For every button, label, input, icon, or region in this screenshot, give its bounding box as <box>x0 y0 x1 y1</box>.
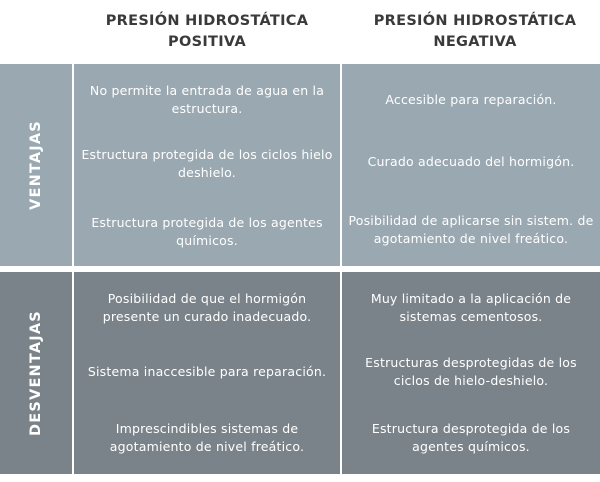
desventajas-section <box>0 272 600 474</box>
ventajas-positive-item: Estructura protegida de los ciclos hielo deshielo. <box>81 146 333 180</box>
desventajas-negative-item: Muy limitado a la aplicación de sistemas cementosos. <box>370 290 572 324</box>
header-negative-pressure <box>342 8 600 56</box>
ventajas-positive-item: No permite la entrada de agua en la estructura. <box>89 82 325 116</box>
ventajas-negative-item: Accesible para reparación. <box>385 91 557 107</box>
ventajas-label-cell <box>0 64 72 266</box>
desventajas-negative-item: Estructura desprotegida de los agentes químicos. <box>371 420 571 454</box>
ventajas-negative-item: Curado adecuado del hormigón. <box>367 153 575 169</box>
ventajas-negative-item: Posibilidad de aplicarse sin sistem. de agotamiento de nivel freático. <box>348 212 594 246</box>
header-positive-line2: POSITIVA <box>168 34 246 50</box>
desventajas-positive-item: Imprescindibles sistemas de agotamiento de nivel freático. <box>109 420 305 454</box>
desventajas-positive-item: Sistema inaccesible para reparación. <box>87 363 327 379</box>
ventajas-label: VENTAJAS <box>28 120 45 210</box>
ventajas-section <box>0 64 600 266</box>
desventajas-label-cell <box>0 272 72 474</box>
ventajas-positive-item: Estructura protegida de los agentes químicos. <box>91 214 323 248</box>
header-negative-line1: PRESIÓN HIDROSTÁTICA <box>373 13 577 29</box>
header-positive-line1: PRESIÓN HIDROSTÁTICA <box>105 13 309 29</box>
header-positive-pressure <box>74 8 340 56</box>
desventajas-negative-item: Estructuras desprotegidas de los ciclos de hielo-deshielo. <box>365 354 577 388</box>
header-negative-line2: NEGATIVA <box>433 34 517 50</box>
desventajas-positive-item: Posibilidad de que el hormigón presente un curado inadecuado. <box>102 290 312 324</box>
desventajas-label: DESVENTAJAS <box>28 310 44 436</box>
